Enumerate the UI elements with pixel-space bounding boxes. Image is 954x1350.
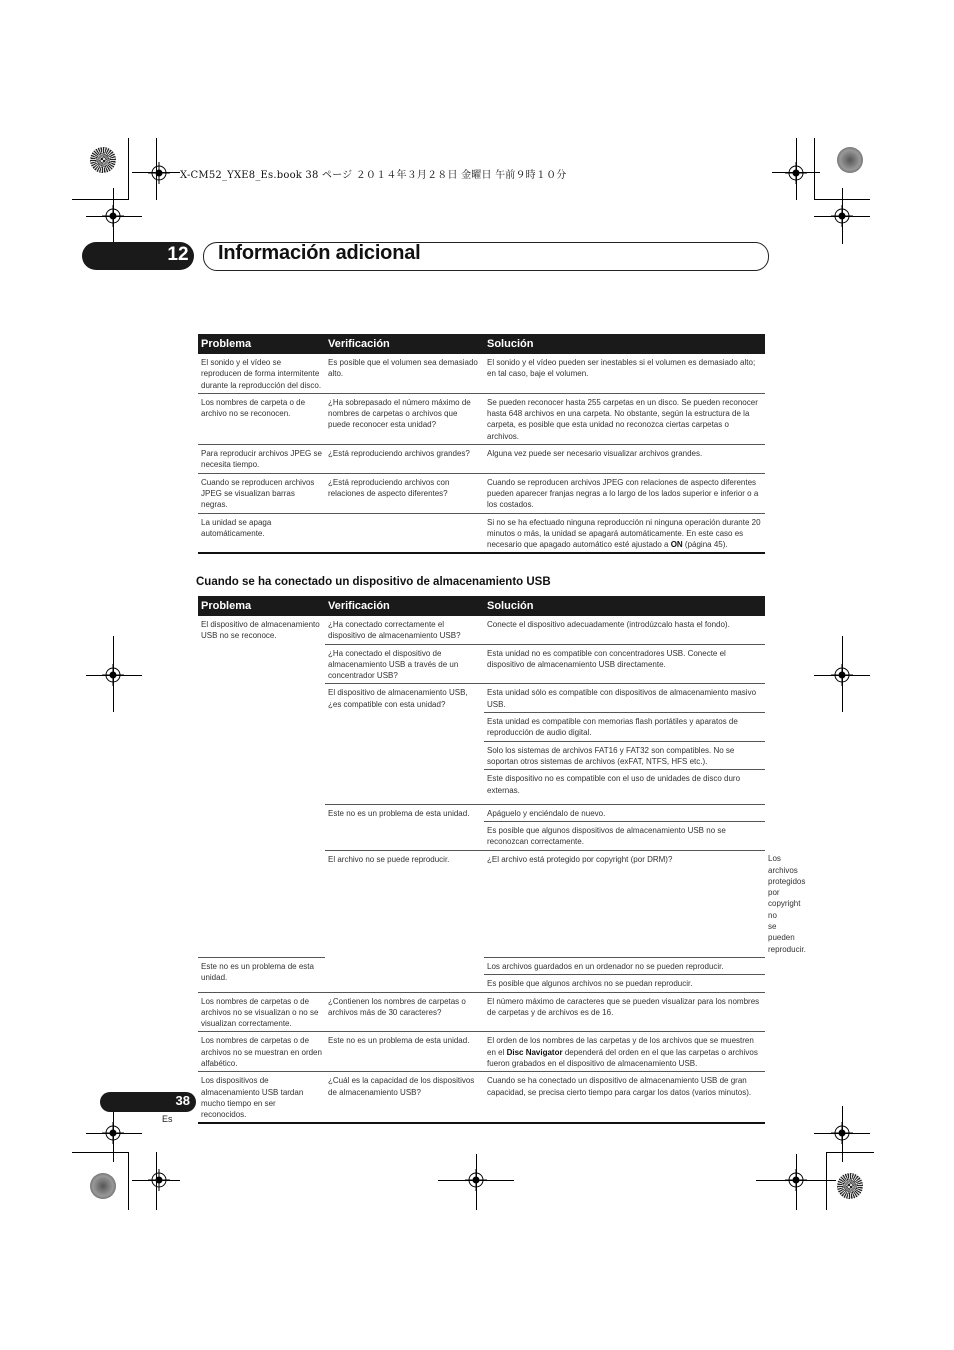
disc-navigator-label: Disc Navigator bbox=[506, 1047, 563, 1057]
check-cell: ¿Cuál es la capacidad de los dispositivos de almacenamiento USB? bbox=[325, 1072, 484, 1124]
registration-crosshair-icon bbox=[102, 664, 124, 686]
check-cell: Este no es un problema de esta unidad. bbox=[325, 1032, 484, 1072]
check-cell: ¿Está reproduciendo archivos grandes? bbox=[325, 445, 484, 474]
solution-text: Si no se ha efectuado ninguna reproducción ni ninguna operación durante 20 minutos o más, la unidad se apagará automáticamente. En este caso es necesario que apagado automático esté ajustado a bbox=[487, 517, 761, 550]
check-cell: ¿Ha conectado el dispositivo de almacenamiento USB a través de un concentrador USB? bbox=[325, 644, 484, 684]
table-row bbox=[198, 513, 765, 553]
check-cell bbox=[325, 513, 484, 553]
problem-cell: Los nombres de carpetas o de archivos no se muestran en orden alfabético. bbox=[198, 1032, 325, 1072]
troubleshooting-table-disc bbox=[198, 334, 765, 554]
solution-cell: Apáguelo y enciéndalo de nuevo. bbox=[484, 804, 765, 821]
solution-cell bbox=[484, 1032, 765, 1072]
file-header: X-CM52_YXE8_Es.book 38 ページ ２０１４年３月２８日 金曜日 午前９時１０分 bbox=[180, 170, 567, 181]
problem-cell: El archivo no se puede reproducir. bbox=[325, 850, 484, 992]
on-setting-label: ON bbox=[670, 540, 683, 550]
solution-cell: El número máximo de caracteres que se pueden visualizar para los nombres de carpetas y de archivos es de 16. bbox=[484, 992, 765, 1032]
check-cell: ¿Contienen los nombres de carpetas o archivos más de 30 caracteres? bbox=[325, 992, 484, 1032]
problem-cell: Los dispositivos de almacenamiento USB tardan mucho tiempo en ser reconocidos. bbox=[198, 1072, 325, 1124]
check-cell: Este no es un problema de esta unidad. bbox=[198, 957, 325, 992]
check-cell: ¿Ha conectado correctamente el dispositivo de almacenamiento USB? bbox=[325, 616, 484, 644]
solution-cell: Es posible que algunos archivos no se puedan reproducir. bbox=[484, 975, 765, 992]
print-rosette-icon bbox=[837, 1173, 863, 1199]
table-row bbox=[198, 393, 765, 444]
problem-cell: El dispositivo de almacenamiento USB no se reconoce. bbox=[198, 616, 325, 957]
column-header-check: Verificación bbox=[325, 596, 484, 616]
registration-crosshair-icon bbox=[102, 205, 124, 227]
check-cell: ¿Está reproduciendo archivos con relaciones de aspecto diferentes? bbox=[325, 473, 484, 513]
table-row bbox=[198, 1072, 765, 1124]
solution-cell: Los archivos guardados en un ordenador no se pueden reproducir. bbox=[484, 957, 765, 974]
registration-crosshair-icon bbox=[148, 162, 170, 184]
registration-crosshair-icon bbox=[465, 1169, 487, 1191]
solution-cell: Alguna vez puede ser necesario visualizar archivos grandes. bbox=[484, 445, 765, 474]
column-header-solution: Solución bbox=[484, 334, 765, 354]
problem-cell: Los nombres de carpetas o de archivos no se visualizan o no se visualizan correctamente. bbox=[198, 992, 325, 1032]
solution-cell: El sonido y el vídeo pueden ser inestables si el volumen es demasiado alto; en tal caso, baje el volumen. bbox=[484, 354, 765, 393]
problem-cell: El sonido y el vídeo se reproducen de forma intermitente durante la reproducción del disco. bbox=[198, 354, 325, 393]
solution-cell bbox=[484, 513, 765, 553]
registration-crosshair-icon bbox=[831, 205, 853, 227]
check-cell: Este no es un problema de esta unidad. bbox=[325, 804, 484, 850]
solution-text: El orden de los nombres de las carpetas y de los archivos que se muestren en el bbox=[487, 1036, 754, 1057]
print-rosette-icon bbox=[90, 1173, 116, 1199]
solution-text: (página 45). bbox=[682, 540, 728, 550]
page-language: Es bbox=[162, 1114, 173, 1124]
registration-crosshair-icon bbox=[102, 1122, 124, 1144]
table-header-row bbox=[198, 334, 765, 354]
table-row bbox=[198, 445, 765, 474]
solution-cell: Es posible que algunos dispositivos de almacenamiento USB no se reconozcan correctamente. bbox=[484, 822, 765, 851]
chapter-title: Información adicional bbox=[218, 242, 421, 264]
column-header-check: Verificación bbox=[325, 334, 484, 354]
solution-cell: Este dispositivo no es compatible con el uso de unidades de disco duro externas. bbox=[484, 770, 765, 805]
registration-crosshair-icon bbox=[831, 1122, 853, 1144]
registration-crosshair-icon bbox=[148, 1169, 170, 1191]
solution-cell: Cuando se reproducen archivos JPEG con relaciones de aspecto diferentes pueden aparecer franjas negras a lo largo de los lados superior e inferior o a los costados. bbox=[484, 473, 765, 513]
solution-cell: Cuando se ha conectado un dispositivo de almacenamiento USB de gran capacidad, se precisa cierto tiempo para cargar los datos (varios minutos). bbox=[484, 1072, 765, 1124]
check-cell: El dispositivo de almacenamiento USB, ¿es compatible con esta unidad? bbox=[325, 684, 484, 804]
problem-cell: Para reproducir archivos JPEG se necesita tiempo. bbox=[198, 445, 325, 474]
page-number: 38 bbox=[175, 1093, 190, 1108]
table-row bbox=[198, 1032, 765, 1072]
print-rosette-icon bbox=[837, 147, 863, 173]
check-cell: Es posible que el volumen sea demasiado alto. bbox=[325, 354, 484, 393]
check-cell: ¿Ha sobrepasado el número máximo de nombres de carpetas o archivos que puede reconocer esta unidad? bbox=[325, 393, 484, 444]
problem-cell: Cuando se reproducen archivos JPEG se visualizan barras negras. bbox=[198, 473, 325, 513]
usb-section-heading: Cuando se ha conectado un dispositivo de almacenamiento USB bbox=[196, 576, 551, 588]
chapter-number: 12 bbox=[167, 244, 189, 265]
column-header-problem: Problema bbox=[198, 596, 325, 616]
solution-cell: Esta unidad no es compatible con concentradores USB. Conecte el dispositivo de almacenamiento USB directamente. bbox=[484, 644, 765, 684]
table-row bbox=[198, 354, 765, 393]
solution-cell: Se pueden reconocer hasta 255 carpetas en un disco. Se pueden reconocer hasta 648 archivos en una carpeta. No obstante, según la estructura de la carpeta, es posible que esta unidad no reconozca ciertas carpetas o archivos. bbox=[484, 393, 765, 444]
solution-cell: Solo los sistemas de archivos FAT16 y FAT32 son compatibles. No se soportan otros sistemas de archivos (exFAT, NTFS, HFS etc.). bbox=[484, 741, 765, 770]
registration-crosshair-icon bbox=[785, 1169, 807, 1191]
table-header-row bbox=[198, 596, 765, 616]
registration-crosshair-icon bbox=[785, 162, 807, 184]
solution-cell: Conecte el dispositivo adecuadamente (introdúzcalo hasta el fondo). bbox=[484, 616, 765, 644]
table-row bbox=[198, 473, 765, 513]
registration-crosshair-icon bbox=[831, 664, 853, 686]
table-row bbox=[198, 992, 765, 1032]
table-row: El archivo no se puede reproducir. ¿El archivo está protegido por copyright (por DRM)? Los archivos protegidos por copyright no se pueden reproducir. bbox=[198, 850, 765, 957]
check-cell: ¿El archivo está protegido por copyright (por DRM)? bbox=[484, 850, 765, 957]
solution-cell: Esta unidad sólo es compatible con dispositivos de almacenamiento masivo USB. bbox=[484, 684, 765, 713]
problem-cell: La unidad se apaga automáticamente. bbox=[198, 513, 325, 553]
troubleshooting-table-usb bbox=[198, 596, 806, 1124]
table-row bbox=[198, 616, 765, 644]
problem-cell: Los nombres de carpeta o de archivo no se reconocen. bbox=[198, 393, 325, 444]
solution-cell: Esta unidad es compatible con memorias flash portátiles y aparatos de reproducción de audio digital. bbox=[484, 713, 765, 742]
column-header-solution: Solución bbox=[484, 596, 765, 616]
column-header-problem: Problema bbox=[198, 334, 325, 354]
print-rosette-icon bbox=[90, 147, 116, 173]
solution-text: dependerá del orden en el que las carpetas o archivos fueron grabados en el dispositivo de almacenamiento USB. bbox=[487, 1047, 758, 1068]
